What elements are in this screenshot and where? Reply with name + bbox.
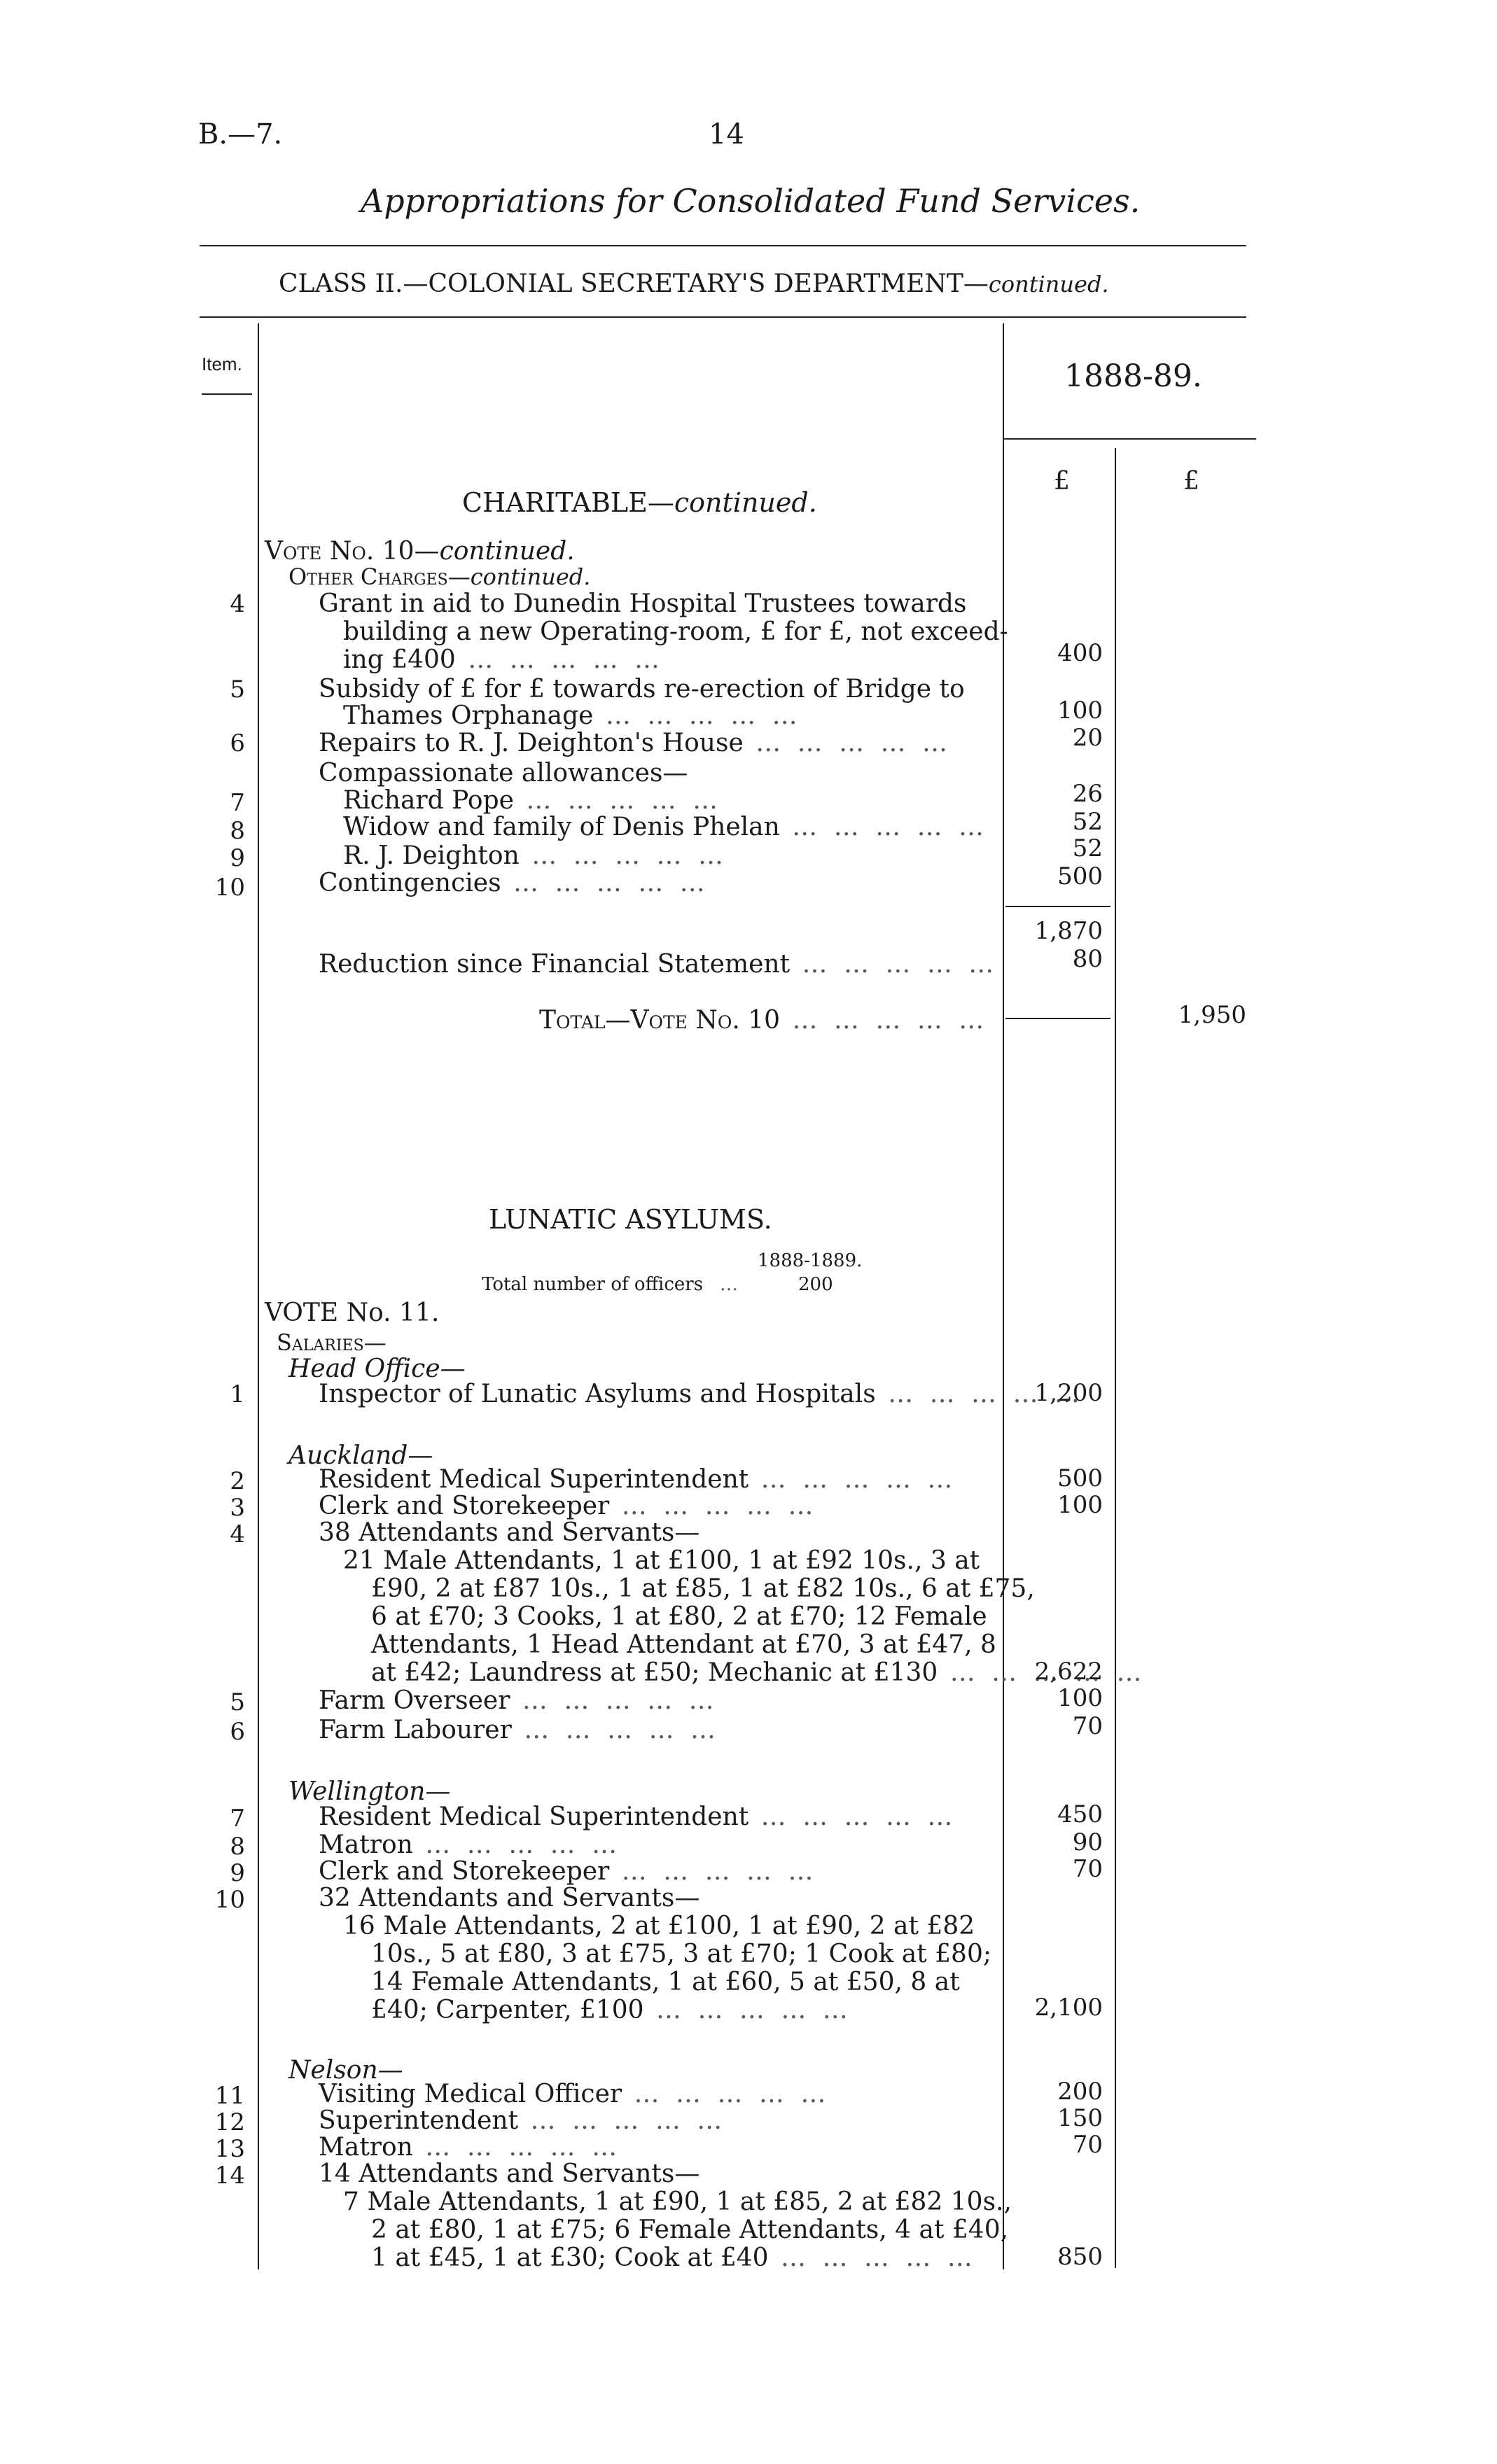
other-charges-text: Other Charges— <box>288 564 471 590</box>
item-header-underline <box>202 393 252 395</box>
item-number: 4 <box>230 590 245 618</box>
item-number: 8 <box>230 1833 245 1861</box>
reduction-value: 80 <box>1072 945 1103 973</box>
item-number: 6 <box>230 729 245 757</box>
item-text: Farm Labourer … … … … … <box>319 1716 720 1744</box>
class-heading-continued: continued. <box>988 271 1109 298</box>
amount-value: 70 <box>1072 1712 1103 1740</box>
pound-symbol-1: £ <box>1054 467 1070 496</box>
total-vote-10-value: 1,950 <box>1178 1001 1246 1029</box>
lunatic-asylums-heading: LUNATIC ASYLUMS. <box>489 1204 772 1235</box>
item-text: Inspector of Lunatic Asylums and Hospitals … … … … … <box>319 1380 1084 1408</box>
amount-value: 20 <box>1072 724 1103 752</box>
amount-value: 100 <box>1057 1684 1103 1712</box>
amount-value: 2,100 <box>1034 1994 1103 2022</box>
pound-column-divider <box>1115 448 1116 2268</box>
item-number: 10 <box>214 1886 245 1914</box>
item-number: 1 <box>230 1380 245 1408</box>
item-text: 14 Attendants and Servants— <box>319 2160 700 2188</box>
officers-years: 1888-1889. <box>758 1250 863 1271</box>
item-text: 1 at £45, 1 at £30; Cook at £40 … … … … … <box>371 2244 977 2272</box>
item-number: 9 <box>230 1859 245 1887</box>
item-text: Attendants, 1 Head Attendant at £70, 3 at £47, 8 <box>371 1630 996 1659</box>
officers-label: Total number of officers <box>482 1274 704 1295</box>
item-text: 16 Male Attendants, 2 at £100, 1 at £90, 2 at £82 <box>343 1912 975 1940</box>
amount-value: 70 <box>1072 2131 1103 2159</box>
item-text: 7 Male Attendants, 1 at £90, 1 at £85, 2 at £82 10s., <box>343 2188 1012 2216</box>
item-number: 10 <box>214 874 245 902</box>
compassionate-heading: Compassionate allowances— <box>319 759 688 788</box>
reduction-label: Reduction since Financial Statement … … … … … <box>319 951 998 979</box>
item-text: Farm Overseer … … … … … <box>319 1687 718 1715</box>
charitable-heading-text: CHARITABLE— <box>462 487 674 518</box>
item-text: Visiting Medical Officer … … … … … <box>319 2080 830 2108</box>
item-text: 21 Male Attendants, 1 at £100, 1 at £92 10s., 3 at <box>343 1546 980 1575</box>
vote-10-continued: continued. <box>439 537 575 566</box>
item-number: 7 <box>230 789 245 817</box>
item-number: 3 <box>230 1494 245 1522</box>
wellington-label: Wellington— <box>288 1777 451 1806</box>
amount-value: 150 <box>1057 2104 1103 2132</box>
head-office-label: Head Office— <box>288 1354 466 1383</box>
class-heading-text: CLASS II.—COLONIAL SECRETARY'S DEPARTMENT— <box>279 270 989 298</box>
amount-value: 100 <box>1057 696 1103 724</box>
other-charges-label <box>288 563 590 591</box>
year-header-underline <box>1004 438 1256 440</box>
item-text: Matron … … … … … <box>319 1831 621 1859</box>
nelson-label: Nelson— <box>288 2056 403 2085</box>
item-text: 38 Attendants and Servants— <box>319 1518 700 1547</box>
item-text: Subsidy of £ for £ towards re-erection of Bridge to <box>319 675 965 704</box>
charitable-heading-continued: continued. <box>674 487 817 518</box>
amount-value: 90 <box>1072 1828 1103 1856</box>
item-text: Resident Medical Superintendent … … … … … <box>319 1466 956 1494</box>
item-text: 6 at £70; 3 Cooks, 1 at £80, 2 at £70; 12 Female <box>371 1602 987 1631</box>
page-number: 14 <box>709 118 744 150</box>
item-number: 11 <box>214 2082 245 2110</box>
page-title: Appropriations for Consolidated Fund Services. <box>361 182 1141 220</box>
officers-leader: … <box>720 1274 738 1295</box>
item-column-header: Item. <box>202 354 242 374</box>
title-rule <box>200 245 1246 246</box>
item-text: Widow and family of Denis Phelan … … … … … <box>343 813 988 841</box>
item-number: 9 <box>230 844 245 872</box>
item-text: Resident Medical Superintendent … … … … … <box>319 1803 956 1831</box>
item-text: 10s., 5 at £80, 3 at £75, 3 at £70; 1 Cook at £80; <box>371 1940 991 1968</box>
salaries-label: Salaries— <box>277 1329 387 1356</box>
item-number: 14 <box>214 2162 245 2190</box>
amount-value: 100 <box>1057 1491 1103 1519</box>
item-text: R. J. Deighton … … … … … <box>343 842 727 870</box>
item-text: at £42; Laundress at £50; Mechanic at £130 … … … … … <box>371 1659 1146 1687</box>
subtotal-rule <box>1005 906 1110 907</box>
amount-value: 500 <box>1057 862 1103 890</box>
amount-value: 200 <box>1057 2078 1103 2106</box>
amount-value: 450 <box>1057 1800 1103 1828</box>
amount-value: 52 <box>1072 808 1103 836</box>
item-number: 4 <box>230 1520 245 1548</box>
item-text: Repairs to R. J. Deighton's House … … … … … <box>319 729 952 757</box>
officers-count: 200 <box>798 1274 833 1295</box>
item-text: Richard Pope … … … … … <box>343 787 722 815</box>
item-number: 2 <box>230 1467 245 1495</box>
total-vote-10-label: Total—Vote No. 10 … … … … … <box>539 1007 988 1035</box>
vote-11-label: VOTE No. 11. <box>265 1298 440 1327</box>
item-text: 32 Attendants and Servants— <box>319 1884 700 1912</box>
charitable-heading <box>462 489 817 517</box>
item-text: £90, 2 at £87 10s., 1 at £85, 1 at £82 10s., 6 at £75, <box>371 1574 1035 1603</box>
item-text: Grant in aid to Dunedin Hospital Trustees towards <box>319 589 967 618</box>
amount-value: 52 <box>1072 834 1103 862</box>
item-text: Matron … … … … … <box>319 2134 621 2162</box>
year-column-header: 1888-89. <box>1064 358 1202 394</box>
pound-symbol-2: £ <box>1183 467 1199 496</box>
item-text: building a new Operating-room, £ for £, not exceed- <box>343 617 1008 646</box>
item-text: Clerk and Storekeeper … … … … … <box>319 1492 817 1520</box>
vote-10-label <box>265 538 575 566</box>
amount-column-divider <box>1003 323 1004 2269</box>
vote-10-text: Vote No. 10— <box>265 537 440 566</box>
item-text: Superintendent … … … … … <box>319 2107 726 2135</box>
item-number: 6 <box>230 1718 245 1746</box>
item-text: 2 at £80, 1 at £75; 6 Female Attendants, 4 at £40, <box>371 2216 1009 2244</box>
item-number: 12 <box>214 2108 245 2136</box>
amount-value: 850 <box>1057 2243 1103 2271</box>
subtotal-value: 1,870 <box>1034 917 1103 945</box>
item-text: 14 Female Attendants, 1 at £60, 5 at £50, 8 at <box>371 1968 960 1996</box>
amount-value: 400 <box>1057 639 1103 667</box>
total-rule <box>1005 1018 1110 1019</box>
amount-value: 26 <box>1072 780 1103 808</box>
item-text: Thames Orphanage … … … … … <box>343 702 802 730</box>
item-number: 7 <box>230 1805 245 1833</box>
item-column-divider <box>258 323 259 2269</box>
class-heading <box>279 270 1109 298</box>
amount-value: 2,622 <box>1034 1658 1103 1686</box>
header-rule <box>200 316 1246 318</box>
page-reference: B.—7. <box>198 118 283 150</box>
item-text: ing £400 … … … … … <box>343 646 664 674</box>
other-charges-continued: continued. <box>470 564 591 590</box>
item-number: 5 <box>230 1688 245 1716</box>
item-text: Contingencies … … … … … <box>319 869 709 897</box>
item-number: 8 <box>230 817 245 845</box>
item-text: Clerk and Storekeeper … … … … … <box>319 1858 817 1886</box>
amount-value: 1,200 <box>1034 1379 1103 1407</box>
auckland-label: Auckland— <box>288 1441 433 1470</box>
item-text: £40; Carpenter, £100 … … … … … <box>371 1996 852 2024</box>
amount-value: 500 <box>1057 1464 1103 1492</box>
item-number: 13 <box>214 2135 245 2163</box>
item-number: 5 <box>230 676 245 704</box>
amount-value: 70 <box>1072 1855 1103 1883</box>
